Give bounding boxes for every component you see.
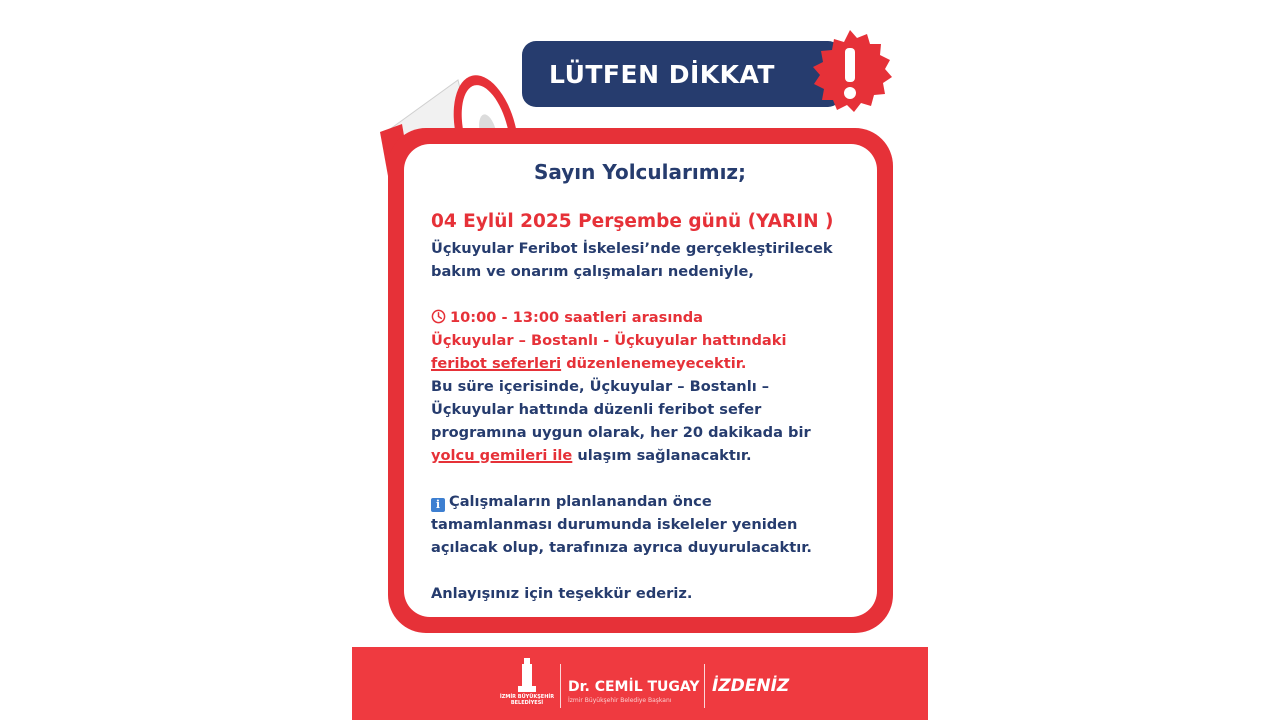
p2-line-3: programına uygun olarak, her 20 dakikada bir [431,424,811,441]
attention-title: LÜTFEN DİKKAT [549,59,775,89]
ferry-rest: düzenlenemeyecektir. [561,355,747,372]
time-line [431,306,861,329]
notice-body [431,209,861,605]
footer-divider [560,664,561,708]
date-line: 04 Eylül 2025 Perşembe günü (YARIN ) [431,211,834,232]
footer-divider [704,664,705,708]
p3-line-1: i Çalışmaların planlanandan önce [431,490,861,513]
mayor-title: İzmir Büyükşehir Belediye Başkanı [568,697,672,704]
mayor-name: Dr. CEMİL TUGAY [568,679,700,695]
time-range: 10:00 - 13:00 saatleri arasında [450,309,704,326]
municipality-logo [498,652,556,716]
municipality-name: İZMİR BÜYÜKŞEHİR BELEDİYESİ [499,694,555,706]
ferry-line [431,352,861,375]
izdeniz-logo: İZDENİZ [712,676,790,696]
exclamation-badge-icon [806,28,894,116]
p2-line-4 [431,444,861,467]
thanks-line: Anlayışınız için teşekkür ederiz. [431,585,693,602]
p3-line-3: açılacak olup, tarafınıza ayrıca duyurulacaktır. [431,539,812,556]
clock-icon [431,309,446,324]
p1-line-2: bakım ve onarım çalışmaları nedeniyle, [431,263,754,280]
p2-line-1: Bu süre içerisinde, Üçkuyular – Bostanlı – [431,378,770,395]
p2-rest: ulaşım sağlanacaktır. [572,447,752,464]
passenger-ships: yolcu gemileri ile [431,447,573,464]
info-icon: i [431,498,445,512]
greeting: Sayın Yolcularımız; [533,160,747,184]
ferry-services: feribot seferleri [431,355,562,372]
p1-line-1: Üçkuyular Feribot İskelesi’nde gerçekleştirilecek [431,240,833,257]
p2-line-2: Üçkuyular hattında düzenli feribot sefer [431,401,762,418]
attention-banner [522,41,842,107]
route-line: Üçkuyular – Bostanlı - Üçkuyular hattındaki [431,332,787,349]
p3-line-2: tamamlanması durumunda iskeleler yeniden [431,516,798,533]
